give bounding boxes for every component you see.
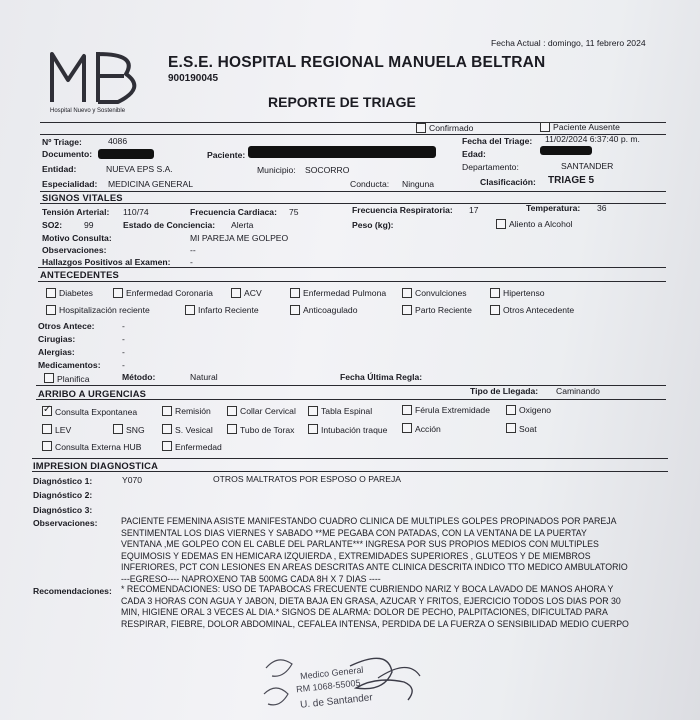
report-title: REPORTE DE TRIAGE (268, 94, 416, 110)
signos-vitales-title: SIGNOS VITALES (42, 192, 123, 203)
ferula-label: Férula Extremidade (415, 405, 490, 415)
especialidad-label: Especialidad: (42, 179, 98, 189)
edad-label: Edad: (462, 149, 486, 159)
stamp-line-3: U. de Santander (299, 692, 374, 711)
so2-value: 99 (84, 220, 94, 230)
aliento-alcohol-checkbox[interactable] (496, 219, 506, 229)
departamento-label: Departamento: (462, 162, 519, 172)
planifica-label: Planifica (57, 374, 90, 384)
impresion-title: IMPRESION DIAGNOSTICA (33, 460, 159, 471)
accion-label: Acción (415, 424, 441, 434)
paciente-ausente-checkbox[interactable] (540, 122, 550, 132)
temp-label: Temperatura: (526, 203, 581, 213)
otros-antece-label: Otros Antece: (38, 321, 95, 331)
s-vesical-checkbox[interactable] (162, 424, 172, 434)
hipertenso-checkbox[interactable] (490, 288, 500, 298)
otros-antecedente-checkbox[interactable] (490, 305, 500, 315)
remision-checkbox[interactable] (162, 406, 172, 416)
entidad-label: Entidad: (42, 164, 77, 174)
dx2-label: Diagnóstico 2: (33, 490, 93, 500)
collar-cervical-checkbox[interactable] (227, 406, 237, 416)
municipio-label: Municipio: (257, 165, 296, 175)
sng-label: SNG (126, 425, 145, 435)
logo-hb-icon (46, 44, 154, 118)
consulta-externa-label: Consulta Externa HUB (55, 442, 142, 452)
fr-label: Frecuencia Respiratoria: (352, 205, 453, 215)
metodo-value: Natural (190, 372, 218, 382)
remision-label: Remisión (175, 406, 211, 416)
so2-label: SO2: (42, 220, 63, 230)
acv-label: ACV (244, 288, 262, 298)
fr-value: 17 (469, 205, 479, 215)
tubo-torax-checkbox[interactable] (227, 424, 237, 434)
enfermedad-label: Enfermedad (175, 442, 222, 452)
soat-label: Soat (519, 424, 537, 434)
fecha-triage-label: Fecha del Triage: (462, 136, 533, 146)
lev-checkbox[interactable] (42, 424, 52, 434)
tension-value: 110/74 (123, 207, 149, 217)
dx1-label: Diagnóstico 1: (33, 476, 93, 486)
alergias-label: Alergias: (38, 347, 75, 357)
arribo-title: ARRIBO A URGENCIAS (38, 388, 147, 399)
documento-label: Documento: (42, 149, 93, 159)
stamp-line-2: RM 1068-55005 (295, 677, 361, 695)
edad-redaction (540, 146, 592, 155)
antecedentes-title: ANTECEDENTES (40, 269, 119, 280)
observaciones-dx-text (121, 516, 681, 586)
acv-checkbox[interactable] (231, 288, 241, 298)
peso-label: Peso (kg): (352, 220, 394, 230)
triage-number-label: Nº Triage: (42, 137, 82, 147)
divider (38, 281, 666, 282)
confirmado-checkbox[interactable] (416, 123, 426, 133)
divider (38, 267, 666, 268)
metodo-label: Método: (122, 372, 156, 382)
intubacion-checkbox[interactable] (308, 424, 318, 434)
hospital-nit: 900190045 (168, 73, 219, 84)
temp-value: 36 (597, 203, 607, 213)
recomendaciones-label: Recomendaciones: (33, 586, 112, 596)
triage-number-value: 4086 (108, 136, 128, 146)
anticoagulado-checkbox[interactable] (290, 305, 300, 315)
doctor-stamp (258, 648, 428, 718)
obs-line: EQUIMOSIS Y EDEMAS EN HEMICARA IZQUIERDA , EXTREMIDADES SUPERIORES , GLUTEOS Y DE MIEMBROS (121, 550, 591, 561)
dx3-label: Diagnóstico 3: (33, 505, 93, 515)
recomendaciones-text (121, 584, 686, 630)
rec-line: RESPIRAR, FIEBRE, DOLOR ABDOMINAL, CEFALEA INTENSA, PERDIDA DE LA FUERZA O SENSIBILIDAD MEDIO CUERPO (121, 618, 629, 629)
soat-checkbox[interactable] (506, 423, 516, 433)
tubo-torax-label: Tubo de Torax (240, 425, 295, 435)
otros-antecedente-label: Otros Antecedente (503, 305, 575, 315)
tipo-llegada-value: Caminando (556, 386, 600, 396)
documento-redaction (98, 149, 154, 159)
departamento-value: SANTANDER (561, 161, 614, 171)
parto-reciente-checkbox[interactable] (402, 305, 412, 315)
divider (36, 399, 666, 400)
otros-antece-value: - (122, 321, 125, 331)
fc-label: Frecuencia Cardiaca: (190, 207, 277, 217)
conducta-label: Conducta: (350, 179, 390, 189)
dx1-code: Y070 (122, 475, 143, 485)
hospitalizacion-label: Hospitalización reciente (59, 305, 150, 315)
logo-tagline: Hospital Nuevo y Sostenible (50, 108, 126, 114)
consulta-expontanea-label: Consulta Expontanea (55, 407, 138, 417)
collar-cervical-label: Collar Cervical (240, 406, 296, 416)
alergias-value: - (122, 347, 125, 357)
stamp-line-1: Medico General (299, 664, 364, 682)
obs-line: SENTIMENTAL LOS DIAS VIERNES Y SABADO **ME PEGABA CON PATADAS, CON LA VENTANA DE LA PUERTAY (121, 527, 587, 538)
fecha-regla-label: Fecha Última Regla: (340, 372, 423, 382)
hospital-name: E.S.E. HOSPITAL REGIONAL MANUELA BELTRAN (168, 54, 546, 71)
tipo-llegada-label: Tipo de Llegada: (470, 386, 539, 396)
hipertenso-label: Hipertenso (503, 288, 545, 298)
conciencia-label: Estado de Conciencia: (123, 220, 216, 230)
tabla-espinal-label: Tabla Espinal (321, 406, 373, 416)
oxigeno-checkbox[interactable] (506, 405, 516, 415)
divider (32, 471, 668, 472)
obs-line: INFERIORES, PCT CON LESIONES EN AREAS DESCRITAS ANTE CLINICA DESCRITA INDICO TTO MEDICO AMBULATORIO (121, 562, 628, 573)
dx1-description: OTROS MALTRATOS POR ESPOSO O PAREJA (213, 474, 401, 484)
paciente-redaction (248, 146, 436, 158)
hospitalizacion-checkbox[interactable] (46, 305, 56, 315)
consulta-externa-checkbox[interactable] (42, 441, 52, 451)
consulta-expontanea-checkbox[interactable] (42, 406, 52, 416)
confirmado-label: Confirmado (429, 123, 474, 133)
fc-value: 75 (289, 207, 299, 217)
medicamentos-value: - (122, 360, 125, 370)
hallazgos-label: Hallazgos Positivos al Examen: (42, 257, 171, 267)
convulciones-label: Convulciones (415, 288, 467, 298)
tension-label: Tensión Arterial: (42, 207, 110, 217)
infarto-checkbox[interactable] (185, 305, 195, 315)
rec-line: MIN, HIGIENE ORAL 3 VECES AL DIA.* SIGNOS DE ALARMA: DOLOR DE PECHO, PALPITACIONES, DIFICULTAD PARA (121, 607, 608, 618)
observaciones-value: -- (190, 245, 196, 255)
enfermedad-checkbox[interactable] (162, 441, 172, 451)
fecha-actual: Fecha Actual : domingo, 11 febrero 2024 (491, 38, 646, 48)
planifica-checkbox[interactable] (44, 373, 54, 383)
hallazgos-value: - (190, 257, 193, 267)
paciente-label: Paciente: (207, 150, 246, 160)
clasificacion-label: Clasificación: (480, 177, 536, 187)
aliento-alcohol-label: Aliento a Alcohol (509, 219, 573, 229)
diabetes-checkbox[interactable] (46, 288, 56, 298)
divider (40, 191, 666, 192)
infarto-label: Infarto Reciente (198, 305, 259, 315)
diabetes-label: Diabetes (59, 288, 93, 298)
sng-checkbox[interactable] (113, 424, 123, 434)
convulciones-checkbox[interactable] (402, 288, 412, 298)
rec-line: * RECOMENDACIONES: USO DE TAPABOCAS FRECUENTE CUBRIENDO NARIZ Y BOCA LAVADO DE MANOS AHORA Y (121, 584, 614, 594)
intubacion-label: Intubación traque (321, 425, 388, 435)
conciencia-value: Alerta (231, 220, 254, 230)
motivo-value: MI PAREJA ME GOLPEO (190, 233, 289, 243)
cirugias-value: - (122, 334, 125, 344)
cirugias-label: Cirugias: (38, 334, 76, 344)
obs-line: ---EGRESO---- NAPROXENO TAB 500MG CADA 8H X 7 DIAS ---- (121, 573, 381, 584)
especialidad-value: MEDICINA GENERAL (108, 179, 194, 189)
entidad-value: NUEVA EPS S.A. (106, 164, 173, 174)
obs-line: VENTANA ,ME GOLPEO CON EL CABLE DEL PARLANTE*** INGRESA POR SUS PROPIOS MEDIOS CON MULTIPLES (121, 539, 599, 550)
enfermedad-coronaria-label: Enfermedad Coronaria (126, 288, 213, 298)
clasificacion-value: TRIAGE 5 (548, 175, 595, 186)
enfermedad-pulmonar-label: Enfermedad Pulmona (303, 288, 387, 298)
motivo-label: Motivo Consulta: (42, 233, 112, 243)
obs-line: PACIENTE FEMENINA ASISTE MANIFESTANDO CUADRO CLINICA DE MULTIPLES GOLPES PROPINADOS POR PAREJA (121, 516, 617, 526)
hospital-logo (46, 44, 154, 118)
medicamentos-label: Medicamentos: (38, 360, 101, 370)
rec-line: CADA 3 HORAS CON AGUA Y JABON, DIETA BAJA EN GRASA, AZUCAR Y FRITOS, EJERCICIO TODOS LOS DIAS POR 30 (121, 595, 621, 606)
accion-checkbox[interactable] (402, 423, 412, 433)
observaciones-label: Observaciones: (42, 245, 107, 255)
parto-reciente-label: Parto Reciente (415, 305, 472, 315)
enfermedad-pulmonar-checkbox[interactable] (290, 288, 300, 298)
municipio-value: SOCORRO (305, 165, 350, 175)
lev-label: LEV (55, 425, 72, 435)
paciente-ausente-label: Paciente Ausente (553, 122, 620, 132)
enfermedad-coronaria-checkbox[interactable] (113, 288, 123, 298)
ferula-checkbox[interactable] (402, 405, 412, 415)
divider (32, 458, 668, 459)
conducta-value: Ninguna (402, 179, 435, 189)
oxigeno-label: Oxigeno (519, 405, 552, 415)
anticoagulado-label: Anticoagulado (303, 305, 358, 315)
observaciones-dx-label: Observaciones: (33, 518, 98, 528)
s-vesical-label: S. Vesical (175, 425, 213, 435)
tabla-espinal-checkbox[interactable] (308, 406, 318, 416)
fecha-triage-value: 11/02/2024 6:37:40 p. m. (545, 134, 640, 144)
